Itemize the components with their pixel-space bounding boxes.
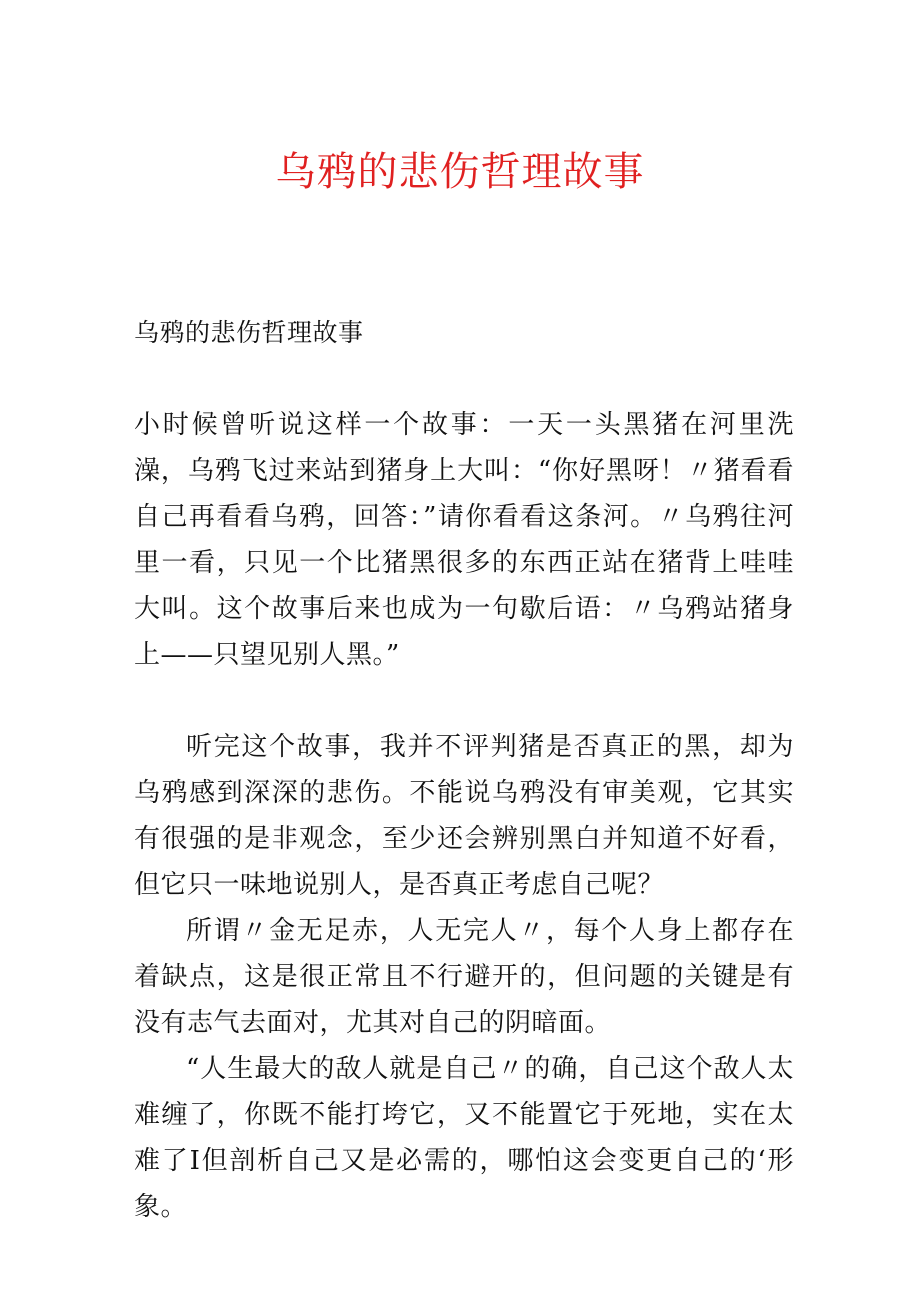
- page-title: 乌鸦的悲伤哲理故事: [275, 149, 645, 195]
- paragraph-flaws: 所谓〃金无足赤，人无完人〃，每个人身上都存在着缺点，这是很正常且不行避开的，但问题的关键是有没有志气去面对，尤其对自己的阴暗面。: [134, 916, 794, 1038]
- subheading: 乌鸦的悲伤哲理故事: [134, 318, 364, 347]
- paragraph-story: 小时候曾听说这样一个故事：一天一头黑猪在河里洗澡，乌鸦飞过来站到猪身上大叫：“你好黑呀！〃猪看看自己再看看乌鸦，回答：”请你看看这条河。〃乌鸦往河里一看，只见一个比猪黑很多的东西正站在猪背上哇哇大叫。这个故事后来也成为一句歇后语：〃乌鸦站猪身上——只望见别人黑。”: [134, 410, 794, 670]
- document-body: [134, 310, 794, 1230]
- paragraph-reflection: 听完这个故事，我并不评判猪是否真正的黑，却为乌鸦感到深深的悲伤。不能说乌鸦没有审美观，它其实有很强的是非观念，至少还会辨别黑白并知道不好看，但它只一味地说别人，是否真正考虑自己呢？: [134, 732, 794, 900]
- paragraph-self: “人生最大的敌人就是自己〃的确，自己这个敌人太难缠了，你既不能打垮它，又不能置它于死地，实在太难了I但剖析自己又是必需的，哪怕这会变更自己的‘形象。: [134, 1054, 794, 1222]
